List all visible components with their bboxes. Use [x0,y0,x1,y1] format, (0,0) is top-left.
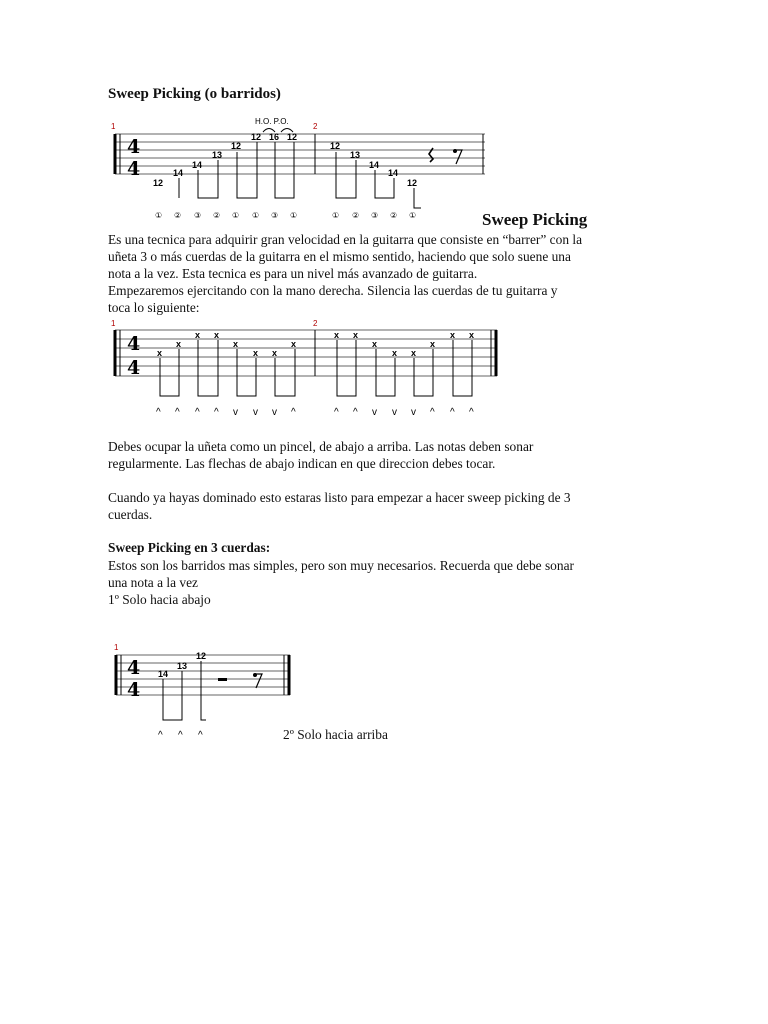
muted-note: x [233,339,239,349]
string-number: ② [352,211,360,220]
tab-note: 12 [196,651,207,661]
pick-direction-arrow: v [411,407,416,418]
string-number: ② [390,211,398,220]
pick-direction-arrow: ^ [178,730,183,740]
tab-muted-strumming [105,316,505,421]
time-signature-bottom: 4 [127,679,141,701]
muted-note: x [430,339,436,349]
intro-paragraph: Es una tecnica para adquirir gran velocidad en la guitarra que consiste en “barrer” con la uñeta 3 o más cuerdas de la guitarra en el mismo sentido, haciendo que solo suene una nota a la vez. Esta tecnica es para un nivel más avanzado de guitarra. Empezaremos ejercitando con la mano derecha. Silencia las cuerdas de tu guitarra y toca lo siguiente: [108,232,583,315]
string-number: ① [252,211,260,220]
bar-number: 1 [114,643,119,652]
muted-note: x [372,339,378,349]
pick-direction-arrow: ^ [334,407,339,418]
tab-note: 12 [153,178,164,188]
caption-sweep-up: 2º Solo hacia arriba [283,727,388,742]
tab-note: 14 [173,168,184,178]
tab-note: 12 [287,132,298,142]
muted-note: x [176,339,182,349]
muted-note: x [411,348,417,358]
muted-note: x [469,330,475,340]
pick-direction-arrow: ^ [195,407,200,418]
tab-note: 14 [388,168,399,178]
pick-direction-arrow: v [372,407,377,418]
tab-note: 12 [407,178,418,188]
tab-sweep-down [110,640,300,740]
pick-direction-arrow: ^ [430,407,435,418]
bar-number: 2 [313,122,318,131]
pick-direction-arrow: ^ [450,407,455,418]
string-number: ① [232,211,240,220]
technique-label: H.O. P.O. [255,117,289,126]
muted-note: x [450,330,456,340]
muted-note: x [195,330,201,340]
tab-note: 14 [192,160,203,170]
pick-direction-arrow: v [272,407,277,418]
time-signature-bottom: 4 [127,357,141,379]
muted-note: x [334,330,340,340]
three-strings-paragraph: Estos son los barridos mas simples, pero son muy necesarios. Recuerda que debe sonar una nota a la vez 1º Solo hacia abajo [108,558,574,607]
pick-direction-arrow: ^ [291,407,296,418]
tab-note: 12 [330,141,341,151]
pick-direction-arrow: ^ [156,407,161,418]
staff-lines [116,655,290,695]
bar-number: 1 [111,319,116,328]
pick-direction-arrow: ^ [214,407,219,418]
tab-note: 16 [269,132,280,142]
muted-note: x [157,348,163,358]
pick-instructions-paragraph: Debes ocupar la uñeta como un pincel, de abajo a arriba. Las notas deben sonar regularmente. Las flechas de abajo indican en que direccion debes tocar. [108,439,534,471]
time-signature-bottom: 4 [127,158,141,180]
tab-note: 13 [177,661,188,671]
time-signature-top: 4 [127,136,141,158]
section-heading-3-strings: Sweep Picking en 3 cuerdas: [108,540,271,555]
muted-note: x [392,348,398,358]
section-heading-sweep: Sweep Picking [482,210,588,229]
string-number: ① [409,211,417,220]
pick-direction-arrow: v [392,407,397,418]
tab-note: 13 [350,150,361,160]
string-number: ① [290,211,298,220]
half-rest [218,678,227,681]
muted-note: x [291,339,297,349]
muted-note: x [214,330,220,340]
tab-note: 14 [158,669,169,679]
pick-direction-arrow: v [253,407,258,418]
pick-direction-arrow: ^ [469,407,474,418]
staff-lines [115,330,497,376]
muted-note: x [353,330,359,340]
page-heading: Sweep Picking (o barridos) [108,86,281,102]
tab-note: 12 [231,141,242,151]
string-number: ① [332,211,340,220]
pick-direction-arrow: ^ [353,407,358,418]
time-signature-top: 4 [127,657,141,679]
pick-direction-arrow: ^ [158,730,163,740]
pick-direction-arrow: ^ [175,407,180,418]
string-number: ② [174,211,182,220]
string-number: ① [155,211,163,220]
pick-direction-arrow: v [233,407,238,418]
tab-note: 12 [251,132,262,142]
pick-direction-arrow: ^ [198,730,203,740]
muted-note: x [272,348,278,358]
string-number: ③ [194,211,202,220]
bar-number: 2 [313,319,318,328]
time-signature-top: 4 [127,333,141,355]
next-step-paragraph: Cuando ya hayas dominado esto estaras listo para empezar a hacer sweep picking de 3 cuerdas. [108,490,571,522]
string-number: ③ [371,211,379,220]
muted-note: x [253,348,259,358]
tab-note: 14 [369,160,380,170]
bar-lines [115,330,496,376]
tab-sweep-picking [105,112,495,224]
bar-lines [116,655,289,695]
bar-lines [115,134,483,174]
string-number: ③ [271,211,279,220]
tab-note: 13 [212,150,223,160]
string-number: ② [213,211,221,220]
bar-number: 1 [111,122,116,131]
